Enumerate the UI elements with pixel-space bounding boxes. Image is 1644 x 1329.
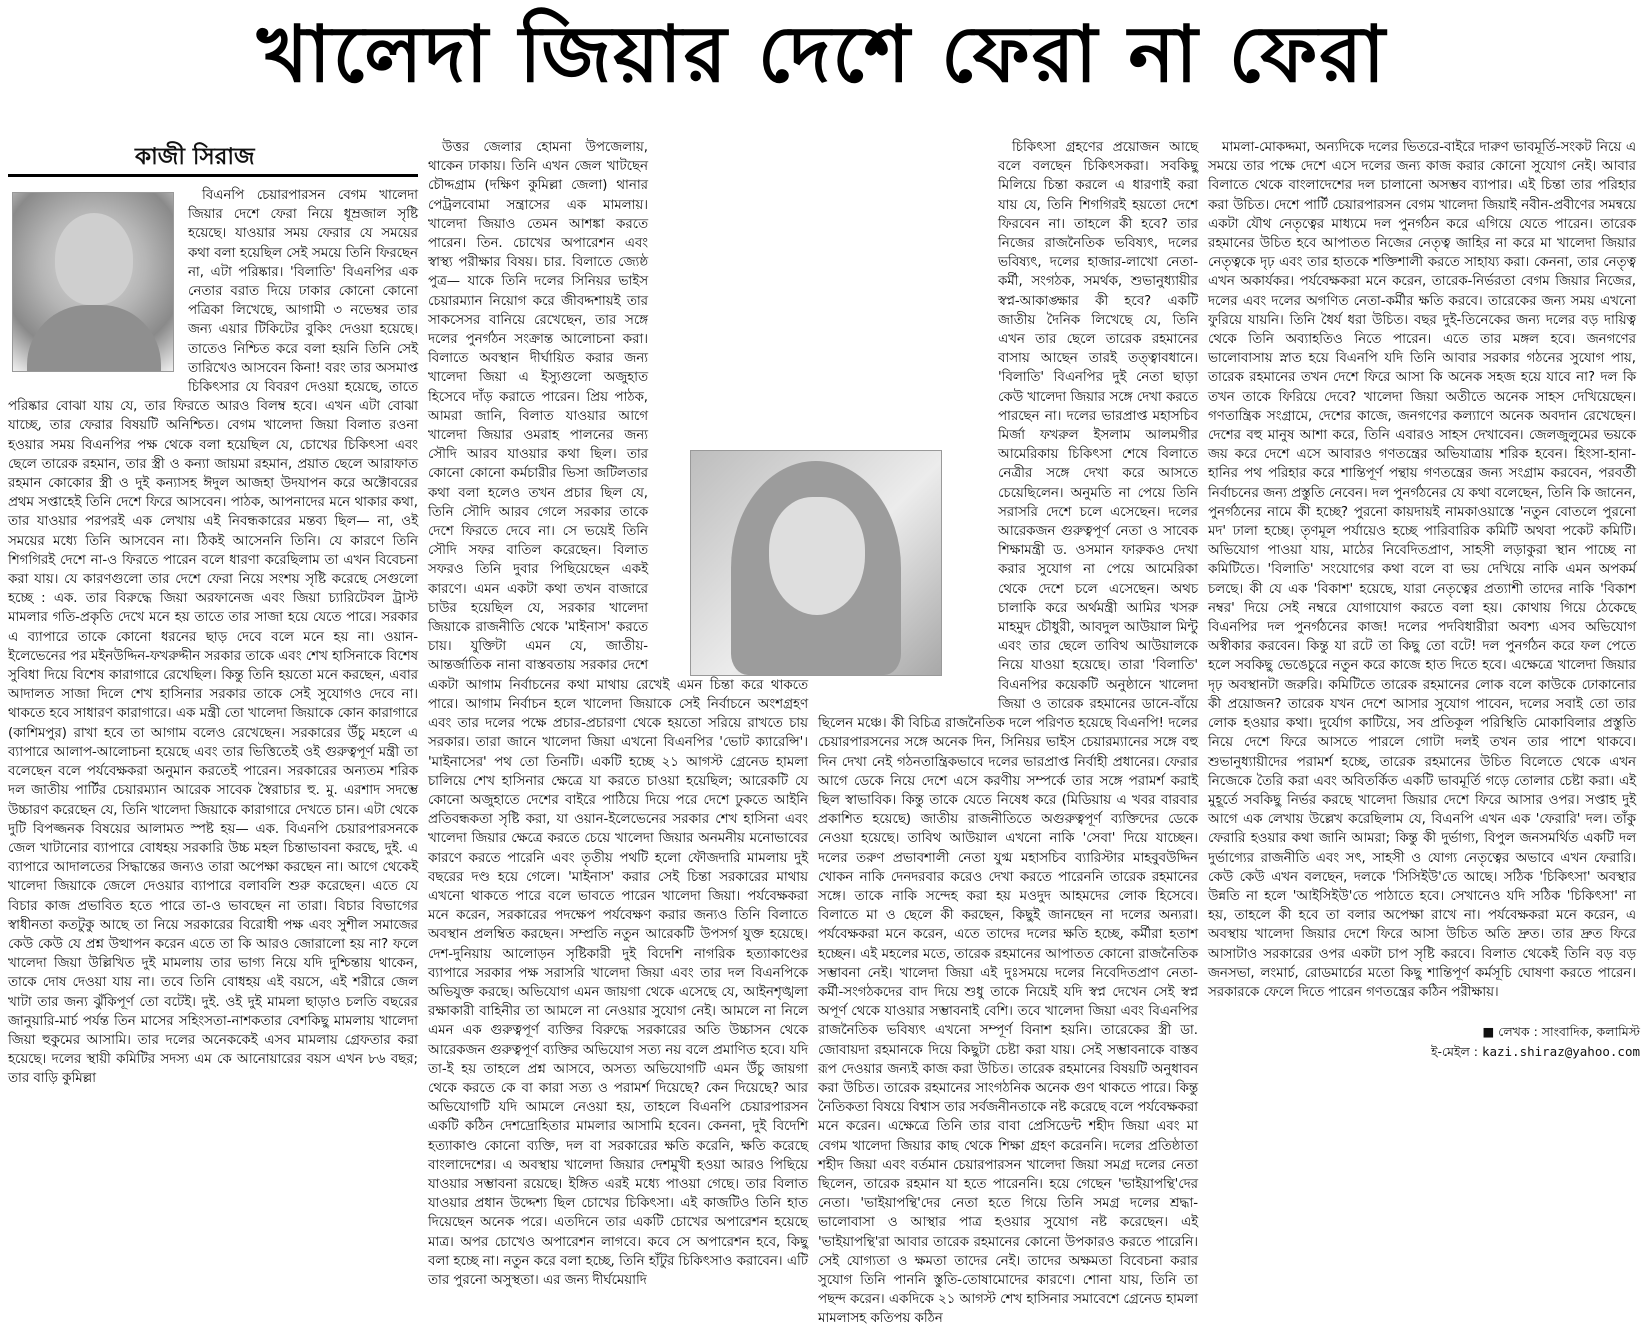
author-email-line	[1290, 1042, 1640, 1062]
article-column-4	[1208, 138, 1636, 1018]
author-email[interactable]: kazi.shiraz@yahoo.com	[1481, 1044, 1640, 1059]
column-text: চিকিৎসা গ্রহণের প্রয়োজন আছে বলে বলছেন চিকিৎসকরা। সবকিছু মিলিয়ে চিন্তা করলে এ ধারণাই করা যায় যে, তিনি শিগগিরই হয়তো দেশে ফিরবেন না। তাহলে কী হবে? তার নিজের রাজনৈতিক ভবিষ্যৎ, দলের ভবিষ্যৎ, দলের হাজার-লাখো নেতা-কর্মী, সংগঠক, সমর্থক, শুভানুধ্যায়ীর স্বপ্ন-আকাঙ্ক্ষার কী হবে? একটি জাতীয় দৈনিক লিখেছে যে, তিনি এখন তার ছেলে তারেক রহমানের বাসায় আছেন তারই তত্ত্বাবধানে। 'বিলাতি' বিএনপির দুই নেতা ছাড়া কেউ খালেদা জিয়ার সঙ্গে দেখা করতে পারছেন না। দলের ভারপ্রাপ্ত মহাসচিব মির্জা ফখরুল ইসলাম আলমগীর আমেরিকায় চিকিৎসা শেষে বিলাতে নেত্রীর সঙ্গে দেখা করে আসতে চেয়েছিলেন। অনুমতি না পেয়ে তিনি সরাসরি দেশে চলে এসেছেন। দলের আরেকজন গুরুত্বপূর্ণ নেতা ও সাবেক শিক্ষামন্ত্রী ড. ওসমান ফারুকও দেখা করার সুযোগ না পেয়ে আমেরিকা থেকে দেশে চলে এসেছেন। অথচ চালাকি করে অর্থমন্ত্রী আমির খসরু মাহমুদ চৌধুরী, আবদুল আউয়াল মিন্টু এবং তার ছেলে তাবিথ আউয়ালকে নিয়ে যাওয়া হয়েছে। তারা 'বিলাতি' বিএনপির কয়েকটি অনুষ্ঠানে খালেদা জিয়া ও তারেক রহমানের ডানে-বাঁয়ে ছিলেন মঞ্চে। কী বিচিত্র রাজনৈতিক দলে পরিণত হয়েছে বিএনপি! দলের চেয়ারপারসনের সঙ্গে অনেক দিন, সিনিয়র ভাইস চেয়ারম্যানের সঙ্গে বহু দিন দেখা নেই গঠনতান্ত্রিকভাবে দলের ভারপ্রাপ্ত নির্বাহী প্রধানের। ফেরার আগে ডেকে নিয়ে দেশে এসে করণীয় সম্পর্কে তার সঙ্গে পরামর্শ করাই ছিল স্বাভাবিক। কিন্তু তাকে যেতে নিষেধ করে (মিডিয়ায় এ খবর বারবার প্রকাশিত হয়েছে) জাতীয় রাজনীতিতে অগুরুত্বপূর্ণ ব্যক্তিদের ডেকে নেওয়া হয়েছে। তাবিথ আউয়াল এখনো নাকি 'সেবা' দিয়ে যাচ্ছেন। দলের তরুণ প্রভাবশালী নেতা যুগ্ম মহাসচিব ব্যারিস্টার মাহবুবউদ্দিন খোকন নাকি দেনদরবার করেও দেখা করতে পারেননি তারেক রহমানের সঙ্গে। তাকে নাকি সন্দেহ করা হয় মওদুদ আহমদের লোক হিসেবে। বিলাতে মা ও ছেলে কী করছেন, কিছুই জানছেন না দলের অন্যরা। পর্যবেক্ষকরা মনে করেন, এতে তাদের দলের ক্ষতি হচ্ছে, কর্মীরা হতাশ হচ্ছেন। এই মহলের মতে, তারেক রহমানের আপাতত কোনো রাজনৈতিক সম্ভাবনা নেই। খালেদা জিয়া এই দুঃসময়ে দলের নিবেদিতপ্রাণ নেতা-কর্মী-সংগঠকদের বাদ দিয়ে শুধু তাকে নিয়েই যদি স্বপ্ন দেখেন সেই স্বপ্ন অপূর্ণ থেকে যাওয়ার সম্ভাবনাই বেশি। তবে খালেদা জিয়া এবং বিএনপির রাজনৈতিক ভবিষ্যৎ এখনো সম্পূর্ণ বিনাশ হয়নি। তারেকের স্ত্রী ডা. জোবায়দা রহমানকে দিয়ে কিছুটা চেষ্টা করা যায়। সেই সম্ভাবনাকে বাস্তব রূপ দেওয়ার জন্যই কাজ করা উচিত। তারেক রহমানের বিষয়টি অনুধাবন করা উচিত। তারেক রহমানের সাংগঠনিক অনেক গুণ থাকতে পারে। কিন্তু নৈতিকতা বিষয়ে বিশ্বাস তার সর্বজনীনতাকে নষ্ট করেছে বলে পর্যবেক্ষকরা মনে করেন। এক্ষেত্রে তিনি তার বাবা প্রেসিডেন্ট শহীদ জিয়া এবং মা বেগম খালেদা জিয়ার কাছ থেকে শিক্ষা গ্রহণ করেননি। দলের প্রতিষ্ঠাতা শহীদ জিয়া এবং বর্তমান চেয়ারপারসন খালেদা জিয়া সমগ্র দলের নেতা ছিলেন, তারেক রহমান যা হতে পারেননি। হয়ে গেছেন 'ভাইয়াপন্থি'দের নেতা। 'ভাইয়াপন্থি'দের নেতা হতে গিয়ে তিনি সমগ্র দলের শ্রদ্ধা-ভালোবাসা ও আস্থার পাত্র হওয়ার সুযোগ নষ্ট করেছেন। এই 'ভাইয়াপন্থি'রা আবার তারেক রহমানের কোনো উপকারও করতে পারেনি। সেই যোগ্যতা ও ক্ষমতা তাদের নেই। তাদের অক্ষমতা বিবেচনা করার সুযোগ তিনি পাননি স্তুতি-তোষামোদের কারণে। শোনা যায়, তিনি তা পছন্দ করেন। একদিকে ২১ আগস্ট শেখ হাসিনার সমাবেশে গ্রেনেড হামলা মামলাসহ কতিপয় কঠিন	[818, 140, 1198, 1327]
article-column-1	[8, 186, 418, 1087]
column-text: মামলা-মোকদ্দমা, অন্যদিকে দলের ভিতরে-বাইরে দারুণ ভাবমূর্তি-সংকট নিয়ে এ সময়ে তার পক্ষে দেশে এসে দলের জন্য কাজ করার কোনো সুযোগ নেই। আবার বিলাতে থেকে বাংলাদেশের দল চালানো অসম্ভব ব্যাপার। এই চিন্তা তার পরিহার করা উচিত। দেশে পার্টি চেয়ারপারসন বেগম খালেদা জিয়াই নবীন-প্রবীণের সমন্বয়ে একটা যৌথ নেতৃত্বের মাধ্যমে দল পুনর্গঠন করে এগিয়ে যেতে পারেন। তারেক রহমানের উচিত হবে আপাতত নিজের নেতৃত্ব জাহির না করে মা খালেদা জিয়ার নেতৃত্বকে দৃঢ় এবং তার হাতকে শক্তিশালী করতে সাহায্য করা। কেননা, তার নেতৃত্ব এখন অকার্যকর। পর্যবেক্ষকরা মনে করেন, তারেক-নির্ভরতা বেগম জিয়ার নিজের, দলের এবং দলের অগণিত নেতা-কর্মীর ক্ষতি করবে। তারেকের জন্য সময় এখনো ফুরিয়ে যায়নি। তিনি ধৈর্য ধরা উচিত। বছর দুই-তিনেকের জন্য দলের বড় দায়িত্ব থেকে তিনি অব্যাহতিও নিতে পারেন। এতে তার মঙ্গল হবে। জনগণের ভালোবাসায় স্নাত হয়ে বিএনপি যদি তিনি আবার সরকার গঠনের সুযোগ পায়, তারেক রহমানের তখন দেশে ফিরে আসা কি অনেক সহজ হয়ে যাবে না? দল কি তখন তাকে ফিরিয়ে দেবে? খালেদা জিয়া অতীতে অনেক সাহস দেখিয়েছেন। গণতান্ত্রিক সংগ্রামে, দেশের কাজে, জনগণের কল্যাণে অনেক অবদান রেখেছেন। দেশের বহু মানুষ আশা করে, তিনি এবারও সাহস দেখাবেন। জেলজুলুমের ভয়কে জয় করে দেশে এসে আবারও গণতন্ত্রের অভিযাত্রায় শরিক হবেন। হিংসা-হানা-হানির পথ পরিহার করে শান্তিপূর্ণ পন্থায় গণতন্ত্রের জন্য সংগ্রাম করবেন, পরবর্তী নির্বাচনের জন্য প্রস্তুতি নেবেন। দল পুনর্গঠনের যে কথা বলেছেন, তিনি কি জানেন, পুনর্গঠনের নামে কী হচ্ছে? পুরনো কায়দায়ই নামকাওয়াস্তে 'নতুন বোতলে পুরনো মদ' ঢালা হচ্ছে। তৃণমূল পর্যায়েও হচ্ছে পারিবারিক কমিটি অথবা পকেট কমিটি। অভিযোগ পাওয়া যায়, মাঠের নিবেদিতপ্রাণ, সাহসী লড়াকুরা স্থান পাচ্ছে না কমিটিতে। 'বিলাতি' সংযোগের কথা বলে বা ভয় দেখিয়ে নাকি এমন অপকর্ম চলছে। কী যে এক 'বিকাশ' হয়েছে, যারা নেতৃত্বের প্রত্যাশী তাদের নাকি 'বিকাশ নম্বর' দিয়ে সেই নম্বরে যোগাযোগ করতে বলা হয়। কোথায় গিয়ে ঠেকেছে বিএনপির দল পুনর্গঠনের কাজ! দলের পদবিধারীরা অবশ্য এসব অভিযোগ অস্বীকার করবেন। কিন্তু যা রটে তা কিছু তো বটে! দল পুনর্গঠন করে ফল পেতে হলে সবকিছু ভেঙেচুরে নতুন করে কাজে হাত দিতে হবে। এক্ষেত্রে খালেদা জিয়ার দৃঢ় অবস্থানটা জরুরি। কমিটিতে তারেক রহমানের লোক বলে কাউকে ঢোকানোর কী প্রয়োজন? তারেক যখন দেশে আসার সুযোগ পাবেন, দলের সবাই তো তার লোক হওয়ার কথা। দুর্যোগ কাটিয়ে, সব প্রতিকূল পরিস্থিতি মোকাবিলার প্রস্তুতি নিয়ে দেশে ফিরে আসতে পারলে গোটা দলই তখন তার পাশে থাকবে। শুভানুধ্যায়ীদের পরামর্শ হচ্ছে, তারেক রহমানের উচিত বিলেতে থেকে এখন নিজেকে তৈরি করা এবং অবিতর্কিত একটি ভাবমূর্তি গড়ে তোলার চেষ্টা করা। এই মুহূর্তে সবকিছু নির্ভর করছে খালেদা জিয়ার দেশে ফিরে আসার ওপর। সপ্তাহ দুই আগে এক লেখায় উল্লেখ করেছিলাম যে, বিএনপি এখন এক 'ফেরারি' দল। তাঁকু ফেরারি হওয়ার কথা জানি আমরা; কিন্তু কী দুর্ভাগ্য, বিপুল জনসমর্থিত একটি দল দুর্ভাগ্যের রাজনীতি এবং সৎ, সাহসী ও যোগ্য নেতৃত্বের অভাবে এখন ফেরারি। কেউ কেউ এখন বলছেন, দলকে 'সিসিইউ'তে আছে। সঠিক 'চিকিৎসা' অবস্থার উন্নতি না হলে 'আইসিইউ'তে পাঠাতে হবে। সেখানেও যদি সঠিক 'চিকিৎসা' না হয়, তাহলে কী হবে তা বলার অপেক্ষা রাখে না। পর্যবেক্ষকরা মনে করেন, এ অবস্থায় খালেদা জিয়ার দেশে ফিরে আসা উচিত অতি দ্রুত। তার দ্রুত ফিরে আসাটাও সরকারের ওপর একটা চাপ সৃষ্টি করবে। বিলাত থেকেই তিনি বড় বড় জনসভা, লংমার্চ, রোডমার্চের মতো কিছু শান্তিপূর্ণ কর্মসূচি ঘোষণা করতে পারেন। সরকারকে ফেলে দিতে পারেন গণতন্ত্রের কঠিন পরীক্ষায়।	[1208, 140, 1636, 1000]
author-byline: কাজী সিরাজ	[135, 144, 255, 170]
column-text: উত্তর জেলার হোমনা উপজেলায়, থাকেন ঢাকায়। তিনি এখন জেল খাটছেন চৌদ্দগ্রাম (দক্ষিণ কুমিল্লা জেলা) থানার পেট্রলবোমা সন্ত্রাসের এক মামলায়। খালেদা জিয়াও তেমন আশঙ্কা করতে পারেন। তিন. চোখের অপারেশন এবং স্বাস্থ্য পরীক্ষার বিষয়। চার. বিলাতে জ্যেষ্ঠ পুত্র— যাকে তিনি দলের সিনিয়র ভাইস চেয়ারম্যান নিয়োগ করে জীবদ্দশায়ই তার সাকসেসর বানিয়ে রেখেছেন, তার সঙ্গে দলের পুনর্গঠন সংক্রান্ত আলোচনা করা। বিলাতে অবস্থান দীর্ঘায়িত করার জন্য খালেদা জিয়া এ ইস্যুগুলো অজুহাত হিসেবে দাঁড় করাতে পারেন। প্রিয় পাঠক, আমরা জানি, বিলাত যাওয়ার আগে খালেদা জিয়ার ওমরাহ পালনের জন্য সৌদি আরব যাওয়ার কথা ছিল। তার কোনো কোনো কর্মচারীর ভিসা জটিলতার কথা বলা হলেও তখন প্রচার ছিল যে, তিনি সৌদি আরব গেলে সরকার তাকে দেশে ফিরতে দেবে না। সে ভয়েই তিনি সৌদি সফর বাতিল করেছেন। বিলাত সফরও তিনি দুবার পিছিয়েছেন একই কারণে। এমন একটা কথা তখন বাজারে চাউর হয়েছিল যে, সরকার খালেদা জিয়াকে রাজনীতি থেকে 'মাইনাস' করতে চায়। যুক্তিটা এমন যে, জাতীয়-আন্তর্জাতিক নানা বাস্তবতায় সরকার দেশে একটা আগাম নির্বাচনের কথা মাথায় রেখেই এমন চিন্তা করে থাকতে পারে। আগাম নির্বাচন হলে খালেদা জিয়াকে সেই নির্বাচনে অংশগ্রহণ এবং তার দলের পক্ষে প্রচার-প্রচারণা থেকে হয়তো সরিয়ে রাখতে চায় সরকার। তারা জানে খালেদা জিয়া এখনো বিএনপির 'ভোট ক্যারেন্সি'। 'মাইনাসের' পথ তো তিনটি। একটি হচ্ছে ২১ আগস্ট গ্রেনেড হামলা চালিয়ে শেখ হাসিনার ক্ষেত্রে যা করতে চাওয়া হয়েছিল; আরেকটি যে কোনো অজুহাতে দেশের বাইরে পাঠিয়ে দিয়ে পরে দেশে ঢুকতে আইনি প্রতিবন্ধকতা সৃষ্টি করা, যা ওয়ান-ইলেভেনের সরকার শেখ হাসিনা এবং খালেদা জিয়ার ক্ষেত্রে করতে চেয়ে খালেদা জিয়ার অনমনীয় মনোভাবের কারণে করতে পারেনি এবং তৃতীয় পথটি হলো ফৌজদারি মামলায় দুই বছরের দণ্ড হয়ে গেলে। 'মাইনাস' করার সেই চিন্তা সরকারের মাথায় এখনো থাকতে পারে বলে ভাবতে পারেন খালেদা জিয়া। পর্যবেক্ষকরা মনে করেন, সরকারের পদক্ষেপ পর্যবেক্ষণ করার জন্যও তিনি বিলাতে অবস্থান প্রলম্বিত করছেন। সম্প্রতি নতুন আরেকটি উপসর্গ যুক্ত হয়েছে। দেশ-দুনিয়ায় আলোড়ন সৃষ্টিকারী দুই বিদেশি নাগরিক হত্যাকাণ্ডের ব্যাপারে সরকার পক্ষ সরাসরি খালেদা জিয়া এবং তার দল বিএনপিকে অভিযুক্ত করছে। অভিযোগ এমন জায়গা থেকে এসেছে যে, আইনশৃঙ্খলা রক্ষাকারী বাহিনীর তা আমলে না নেওয়ার সুযোগ নেই। আমলে না নিলে এমন এক গুরুত্বপূর্ণ ব্যক্তির বিরুদ্ধে সরকারের অতি উচ্চাসন থেকে আরেকজন গুরুত্বপূর্ণ ব্যক্তির অভিযোগ সত্য নয় বলে প্রমাণিত হবে। যদি তা-ই হয় তাহলে প্রশ্ন আসবে, অসত্য অভিযোগটি এমন উঁচু জায়গা থেকে করতে কে বা কারা সত্য ও পরামর্শ দিয়েছে? কেন দিয়েছে? আর অভিযোগটি যদি আমলে নেওয়া হয়, তাহলে বিএনপি চেয়ারপারসন একটি কঠিন দেশদ্রোহিতার মামলার আসামি হবেন। কেননা, দুই বিদেশি হত্যাকাণ্ড কোনো ব্যক্তি, দল বা সরকারের ক্ষতি করেনি, ক্ষতি করেছে বাংলাদেশের। এ অবস্থায় খালেদা জিয়ার দেশমুখী হওয়া আরও পিছিয়ে যাওয়ার সম্ভাবনা রয়েছে। ইঙ্গিত এরই মধ্যে পাওয়া গেছে। তার বিলাত যাওয়ার প্রধান উদ্দেশ্য ছিল চোখের চিকিৎসা। এই কাজটিও তিনি হাত দিয়েছেন অনেক পরে। এতদিনে তার একটি চোখের অপারেশন হয়েছে মাত্র। অপর চোখেও অপারেশন লাগবে। কবে সে অপারেশন হবে, কিছু বলা হচ্ছে না। নতুন করে বলা হচ্ছে, তিনি হাঁটুর চিকিৎসাও করাবেন। এটি তার পুরনো অসুস্থতা। এর জন্য দীর্ঘমেয়াদি	[428, 140, 808, 1288]
article-footer	[1290, 1022, 1640, 1062]
email-label: ই-মেইল :	[1430, 1044, 1478, 1059]
article-headline: খালেদা জিয়ার দেশে ফেরা না ফেরা	[257, 10, 1387, 100]
article-column-3	[818, 138, 1198, 1327]
byline-divider	[8, 174, 418, 177]
column-text: বিএনপি চেয়ারপারসন বেগম খালেদা জিয়ার দেশে ফেরা নিয়ে ধূম্রজাল সৃষ্টি হয়েছে। যাওয়ার সময় ফেরার যে সময়ের কথা বলা হয়েছিল সেই সময়ে তিনি ফিরছেন না, এটা পরিষ্কার। 'বিলাতি' বিএনপির এক নেতার বরাত দিয়ে ঢাকার কোনো কোনো পত্রিকা লিখেছে, আগামী ৩ নভেম্বর তার জন্য এয়ার টিকিটের বুকিং দেওয়া হয়েছে। তাতেও নিশ্চিত করে বলা হয়নি তিনি সেই তারিখেও আসবেন কিনা! বরং তার অসমাপ্ত চিকিৎসার যে বিবরণ দেওয়া হয়েছে, তাতে পরিষ্কার বোঝা যায় যে, তার ফিরতে আরও বিলম্ব হবে। এখন এটা বোঝা যাচ্ছে, তার ফেরার বিষয়টি অনিশ্চিত। বেগম খালেদা জিয়া বিলাত রওনা হওয়ার সময় বিএনপির পক্ষ থেকে বলা হয়েছিল যে, চোখের চিকিৎসা এবং ছেলে তারেক রহমান, তার স্ত্রী ও কন্যা জায়মা রহমান, প্রয়াত ছেলে আরাফাত রহমান কোকোর স্ত্রী ও দুই কন্যাসহ ঈদুল আজহা উদযাপন করে অক্টোবরের প্রথম সপ্তাহেই তিনি দেশে ফিরে আসবেন। পাঠক, আপনাদের মনে থাকার কথা, তার যাওয়ার পরপরই এক লেখায় এই নিবন্ধকারের মন্তব্য ছিল— না, ওই সময়ের মধ্যে তিনি আসবেন না। ঠিকই আসেননি তিনি। যে কারণে তিনি শিগগিরই দেশে না-ও ফিরতে পারেন বলে ধারণা করেছিলাম তা এখন বিবেচনা করা যায়। যে কারণগুলো তার দেশে ফেরা নিয়ে সংশয় সৃষ্টি করেছে সেগুলো হচ্ছে : এক. তার বিরুদ্ধে জিয়া অরফানেজ এবং জিয়া চ্যারিটেবল ট্রাস্ট মামলার গতি-প্রকৃতি দেখে মনে হয় তাতে তার সাজা হয়ে যেতে পারে। সরকার এ ব্যাপারে তাকে কোনো ধরনের ছাড় দেবে বলে মনে হয় না। ওয়ান-ইলেভেনের পর মইনউদ্দিন-ফখরুদ্দীন সরকার তাকে এবং শেখ হাসিনাকে বিশেষ সুবিধা দিয়ে বিশেষ কারাগারে রেখেছিল। কিন্তু তিনি হয়তো মনে করছেন, এবার আদালত সাজা দিলে শেখ হাসিনার সরকার তাকে সেই সুযোগও দেবে না। থাকতে হবে সাধারণ কারাগারে। এক মন্ত্রী তো খালেদা জিয়াকে কোন কারাগারে (কাশিমপুর) রাখা হবে তা আগাম বলেও রেখেছেন। সরকারের উঁচু মহলে এ ব্যাপারে আলাপ-আলোচনা হয়েছে এবং তার ভিত্তিতেই ওই গুরুত্বপূর্ণ মন্ত্রী তা বলেছেন বলে পর্যবেক্ষকরা অনুমান করতেই পারেন। সরকারের অন্যতম শরিক দল জাতীয় পার্টির চেয়ারম্যান আরেক সাবেক স্বৈরাচার হু. মু. এরশাদ সদম্ভে উচ্চারণ করেছেন যে, তিনি খালেদা জিয়াকে কারাগারে দেখতে চান। এটা থেকে দুটি বিপজ্জনক বিষয়ের আলামত স্পষ্ট হয়— এক. বিএনপি চেয়ারপারসনকে জেল খাটানোর ব্যাপারে বোধহয় সরকারি উচ্চ মহল চিন্তাভাবনা করছে, দুই. এ ব্যাপারে আদালতের সিদ্ধান্তের জন্যও তারা অপেক্ষা করছেন না। আগে থেকেই খালেদা জিয়াকে জেলে দেওয়ার ব্যাপারে বলাবলি শুরু করেছেন। এতে যে বিচার কাজ প্রভাবিত হতে পারে তা-ও ভাবছেন না তারা। বিচার বিভাগের স্বাধীনতা কতটুকু আছে তা নিয়ে সরকারের বিরোধী পক্ষ এবং সুশীল সমাজের কেউ কেউ যে প্রশ্ন উত্থাপন করেন এতে তা কি আরও জোরালো হয় না? ফলে খালেদা জিয়া উল্লিখিত দুই মামলায় তার ভাগ্য নিয়ে যদি দুশ্চিন্তায় থাকেন, তাকে দোষ দেওয়া যায় না। তবে তিনি বোধহয় এই বয়সে, এই শরীরে জেল খাটা তার জন্য ঝুঁকিপূর্ণ তো বটেই। দুই. ওই দুই মামলা ছাড়াও চলতি বছরের জানুয়ারি-মার্চ পর্যন্ত তিন মাসের সহিংসতা-নাশকতার বেশকিছু মামলায় খালেদা জিয়া হুকুমের আসামি। তার দলের অনেককেই এসব মামলায় গ্রেফতার করা হয়েছে। দলের স্থায়ী কমিটির সদস্য এম কে আনোয়ারের বয়স এখন ৮৬ বছর; তার বাড়ি কুমিল্লা	[8, 188, 418, 1087]
author-credit: ■ লেখক : সাংবাদিক, কলামিস্ট	[1482, 1024, 1640, 1039]
